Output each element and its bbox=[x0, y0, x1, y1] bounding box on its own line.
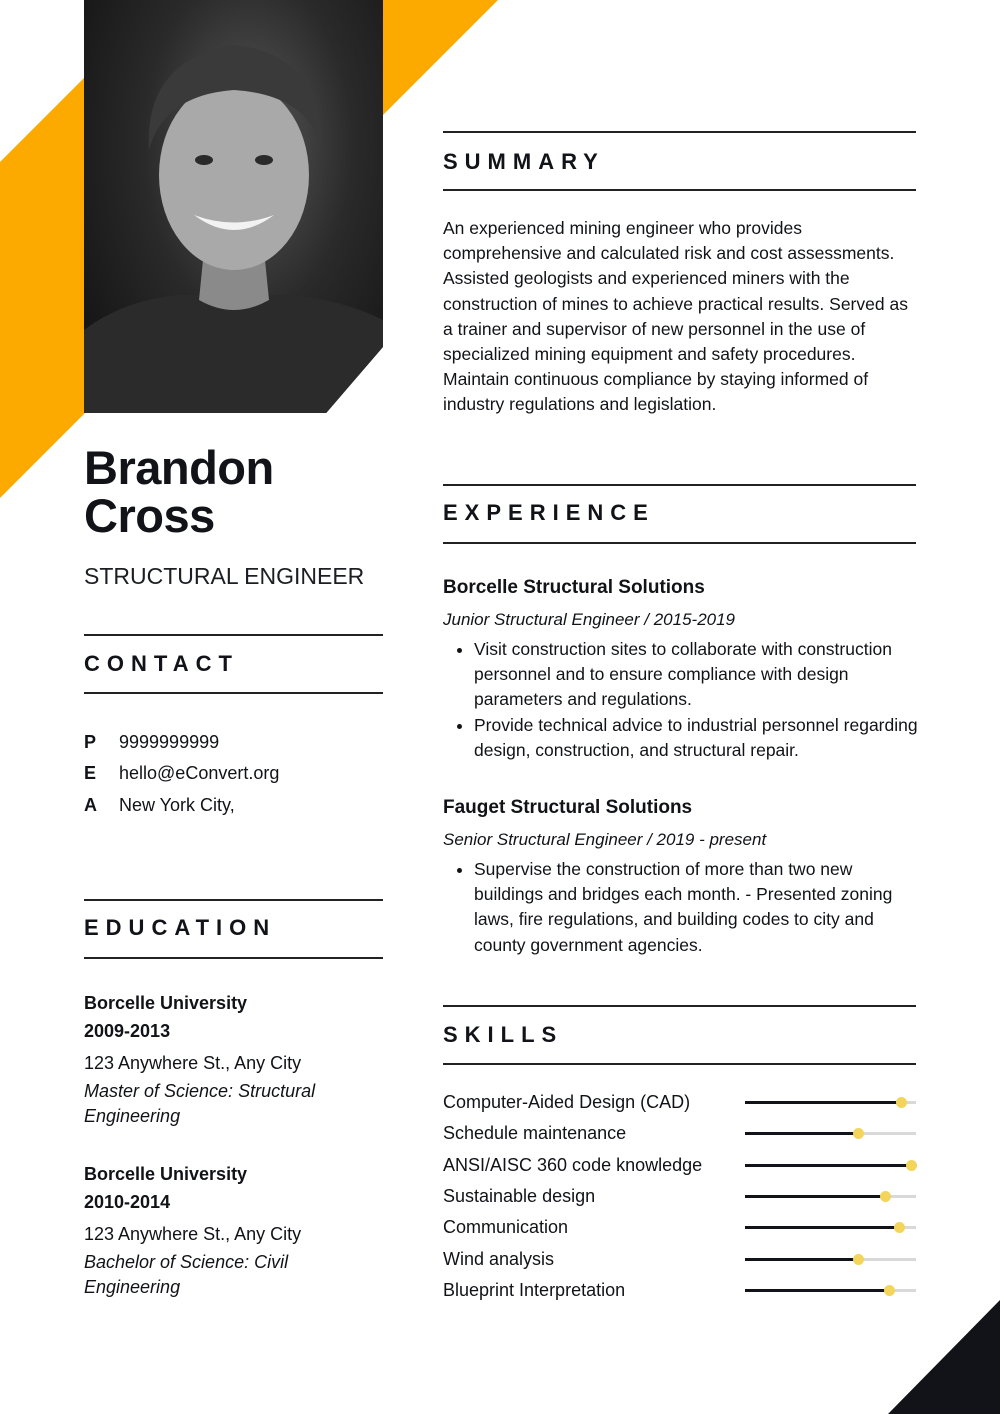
skill-level-track bbox=[745, 1132, 916, 1135]
skill-level-dot bbox=[906, 1160, 917, 1171]
job-bullet: • Visit construction sites to collaborate with construction personnel and to ensure compliance with design parameters and regulations. bbox=[474, 637, 918, 713]
skill-name: Blueprint Interpretation bbox=[443, 1279, 626, 1300]
skill-level-track bbox=[745, 1195, 916, 1198]
experience-rule-top bbox=[443, 484, 916, 486]
education-degree: Master of Science: Structural Engineering bbox=[84, 1081, 316, 1126]
education-address: 123 Anywhere St., Any City bbox=[84, 1224, 302, 1244]
job-company: Fauget Structural Solutions bbox=[443, 797, 693, 818]
education-item bbox=[84, 1160, 384, 1300]
skill-level-track bbox=[745, 1258, 916, 1261]
skill-name: Sustainable design bbox=[443, 1185, 596, 1206]
last-name: Cross bbox=[84, 489, 215, 542]
job-company: Borcelle Structural Solutions bbox=[443, 577, 705, 598]
job-role: STRUCTURAL ENGINEER bbox=[84, 563, 365, 589]
skill-level-fill bbox=[745, 1101, 901, 1104]
skill-level-dot bbox=[853, 1128, 864, 1139]
education-school: Borcelle University bbox=[84, 993, 248, 1013]
skills-title: SKILLS bbox=[443, 1022, 564, 1047]
skill-name: ANSI/AISC 360 code knowledge bbox=[443, 1154, 703, 1175]
skills-rule-bottom bbox=[443, 1063, 916, 1065]
skills-rule-top bbox=[443, 1005, 916, 1007]
job-bullets bbox=[443, 637, 918, 763]
summary-rule-top bbox=[443, 131, 916, 133]
skill-level-fill bbox=[745, 1132, 858, 1135]
skill-level-fill bbox=[745, 1226, 899, 1229]
skill-level-track bbox=[745, 1101, 916, 1104]
skill-row bbox=[443, 1152, 918, 1178]
job-bullet: • Provide technical advice to industrial personnel regarding design, construction, and structural repair. bbox=[474, 713, 918, 763]
education-degree: Bachelor of Science: Civil Engineering bbox=[84, 1252, 289, 1297]
skill-name: Communication bbox=[443, 1217, 569, 1238]
skill-level-fill bbox=[745, 1258, 858, 1261]
dark-corner-bottom-right bbox=[888, 1300, 1000, 1414]
contact-phone-value: 9999999999 bbox=[119, 732, 220, 752]
contact-rule-top bbox=[84, 634, 383, 636]
contact-email bbox=[84, 763, 279, 784]
summary-text: An experienced mining engineer who provides comprehensive and calculated risk and cost assessments. Assisted geologists and experienced miners with the construction of mines to achieve practical results. Served as a trainer and supervisor of new personnel in the use of specialized mining equipment and safety procedures. Maintain continuous compliance by staying informed of industry regulations and legislation. bbox=[443, 218, 908, 415]
contact-email-key: E bbox=[84, 763, 97, 783]
skill-row bbox=[443, 1120, 918, 1146]
portrait-photo-icon bbox=[84, 0, 383, 413]
skill-level-dot bbox=[884, 1285, 895, 1296]
skill-level-track bbox=[745, 1289, 916, 1292]
experience-job bbox=[443, 795, 918, 958]
skill-row bbox=[443, 1246, 918, 1272]
skill-level-fill bbox=[745, 1164, 911, 1167]
skill-level-dot bbox=[880, 1191, 891, 1202]
contact-address-value: New York City, bbox=[119, 795, 235, 815]
skill-name: Computer-Aided Design (CAD) bbox=[443, 1092, 691, 1112]
skill-level-track bbox=[745, 1226, 916, 1229]
education-item bbox=[84, 989, 384, 1129]
education-rule-top bbox=[84, 899, 383, 901]
education-title: EDUCATION bbox=[84, 915, 277, 940]
job-title: Senior Structural Engineer / 2019 - present bbox=[443, 830, 767, 849]
full-name bbox=[84, 441, 274, 542]
skill-level-fill bbox=[745, 1195, 885, 1198]
contact-rule-bottom bbox=[84, 692, 383, 694]
skill-row bbox=[443, 1089, 918, 1115]
skill-row bbox=[443, 1214, 918, 1240]
profile-photo bbox=[84, 0, 383, 413]
job-title: Junior Structural Engineer / 2015-2019 bbox=[443, 610, 736, 629]
skill-level-dot bbox=[896, 1097, 907, 1108]
education-address: 123 Anywhere St., Any City bbox=[84, 1053, 302, 1073]
skill-level-track bbox=[745, 1164, 916, 1167]
experience-rule-bottom bbox=[443, 542, 916, 544]
skill-name: Wind analysis bbox=[443, 1248, 555, 1269]
contact-email-value: hello@eConvert.org bbox=[119, 763, 280, 783]
education-school: Borcelle University bbox=[84, 1164, 248, 1184]
contact-title: CONTACT bbox=[84, 651, 239, 676]
skill-level-dot bbox=[894, 1222, 905, 1233]
contact-phone bbox=[84, 732, 219, 753]
skill-row bbox=[443, 1277, 918, 1303]
contact-phone-key: P bbox=[84, 732, 97, 752]
first-name: Brandon bbox=[84, 441, 274, 494]
education-years: 2010-2014 bbox=[84, 1192, 171, 1212]
job-bullets bbox=[443, 857, 918, 958]
education-years: 2009-2013 bbox=[84, 1021, 171, 1041]
skill-row bbox=[443, 1183, 918, 1209]
job-bullet: • Supervise the construction of more than two new buildings and bridges each month. - Presented zoning laws, fire regulations, and building codes to city and county government agencies. bbox=[474, 857, 918, 958]
summary-rule-bottom bbox=[443, 189, 916, 191]
education-rule-bottom bbox=[84, 957, 383, 959]
summary-title: SUMMARY bbox=[443, 149, 605, 174]
contact-address-key: A bbox=[84, 795, 97, 815]
skill-level-fill bbox=[745, 1289, 889, 1292]
contact-address bbox=[84, 795, 235, 816]
skill-name: Schedule maintenance bbox=[443, 1123, 627, 1144]
experience-title: EXPERIENCE bbox=[443, 500, 655, 525]
skill-level-dot bbox=[853, 1254, 864, 1265]
experience-job bbox=[443, 575, 918, 763]
